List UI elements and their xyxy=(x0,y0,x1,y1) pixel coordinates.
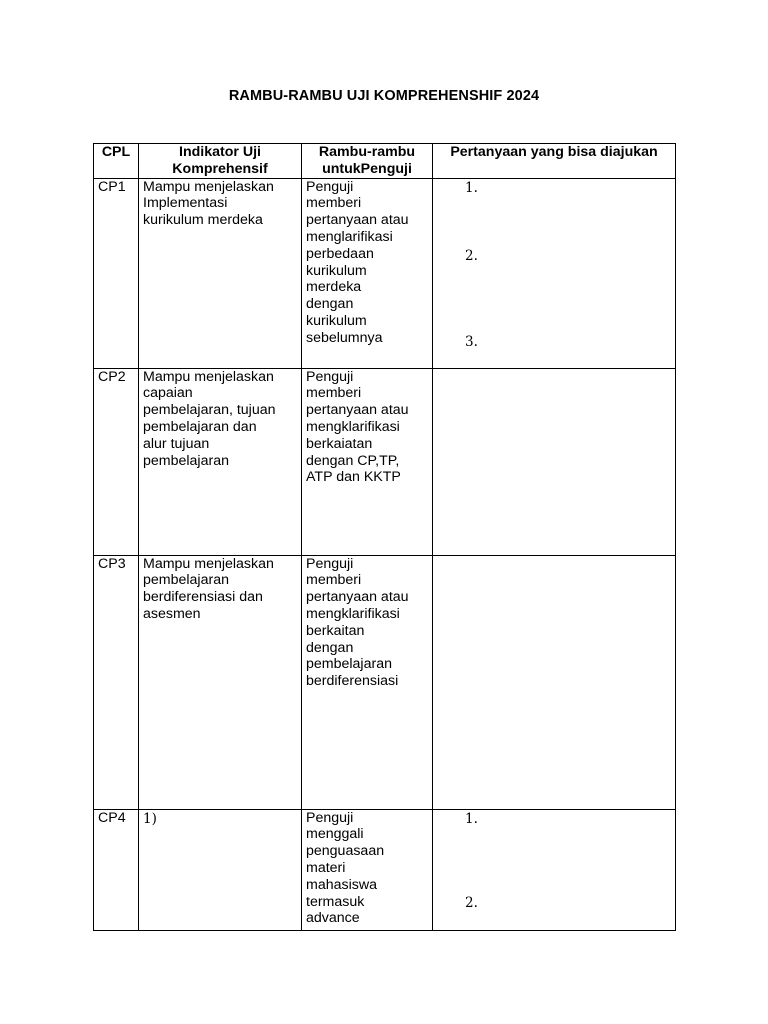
question-number: 1. xyxy=(465,810,478,827)
question-number: 1. xyxy=(465,179,478,196)
cell-rambu: Penguji menggali penguasaan materi mahasiswa termasuk advance xyxy=(302,809,433,930)
header-indikator: Indikator Uji Komprehensif xyxy=(139,144,302,179)
table-row xyxy=(94,809,676,930)
cell-rambu: Penguji memberi pertanyaan atau menglarifikasi perbedaan kurikulum merdeka dengan kurikulum sebelumnya xyxy=(302,178,433,368)
header-cpl: CPL xyxy=(94,144,139,179)
cell-indikator xyxy=(139,809,302,930)
cell-rambu: Penguji memberi pertanyaan atau mengklarifikasi berkaiatan dengan CP,TP, ATP dan KKTP xyxy=(302,368,433,555)
question-number: 2. xyxy=(465,895,478,912)
question-number: 3. xyxy=(465,334,478,351)
cell-rambu: Penguji memberi pertanyaan atau mengklarifikasi berkaitan dengan pembelajaran berdiferensiasi xyxy=(302,555,433,809)
cell-indikator: Mampu menjelaskan pembelajaran berdiferensiasi dan asesmen xyxy=(139,555,302,809)
header-rambu: Rambu-rambu untukPenguji xyxy=(302,144,433,179)
comprehensive-exam-table xyxy=(93,143,676,931)
table-row xyxy=(94,368,676,555)
cell-pertanyaan xyxy=(433,178,676,368)
cell-pertanyaan xyxy=(433,368,676,555)
table-row xyxy=(94,178,676,368)
cell-indikator: Mampu menjelaskan Implementasi kurikulum merdeka xyxy=(139,178,302,368)
cell-indikator: Mampu menjelaskan capaian pembelajaran, tujuan pembelajaran dan alur tujuan pembelajaran xyxy=(139,368,302,555)
table-row xyxy=(94,555,676,809)
cell-cpl: CP1 xyxy=(94,178,139,368)
cell-cpl: CP3 xyxy=(94,555,139,809)
cell-cpl: CP2 xyxy=(94,368,139,555)
cell-pertanyaan xyxy=(433,809,676,930)
cell-cpl: CP4 xyxy=(94,809,139,930)
document-title: RAMBU-RAMBU UJI KOMPREHENSHIF 2024 xyxy=(228,88,540,104)
question-number: 2. xyxy=(465,248,478,265)
table-header-row xyxy=(94,144,676,179)
header-pertanyaan: Pertanyaan yang bisa diajukan xyxy=(433,144,676,179)
indicator-item-number: 1) xyxy=(143,810,157,827)
cell-pertanyaan xyxy=(433,555,676,809)
